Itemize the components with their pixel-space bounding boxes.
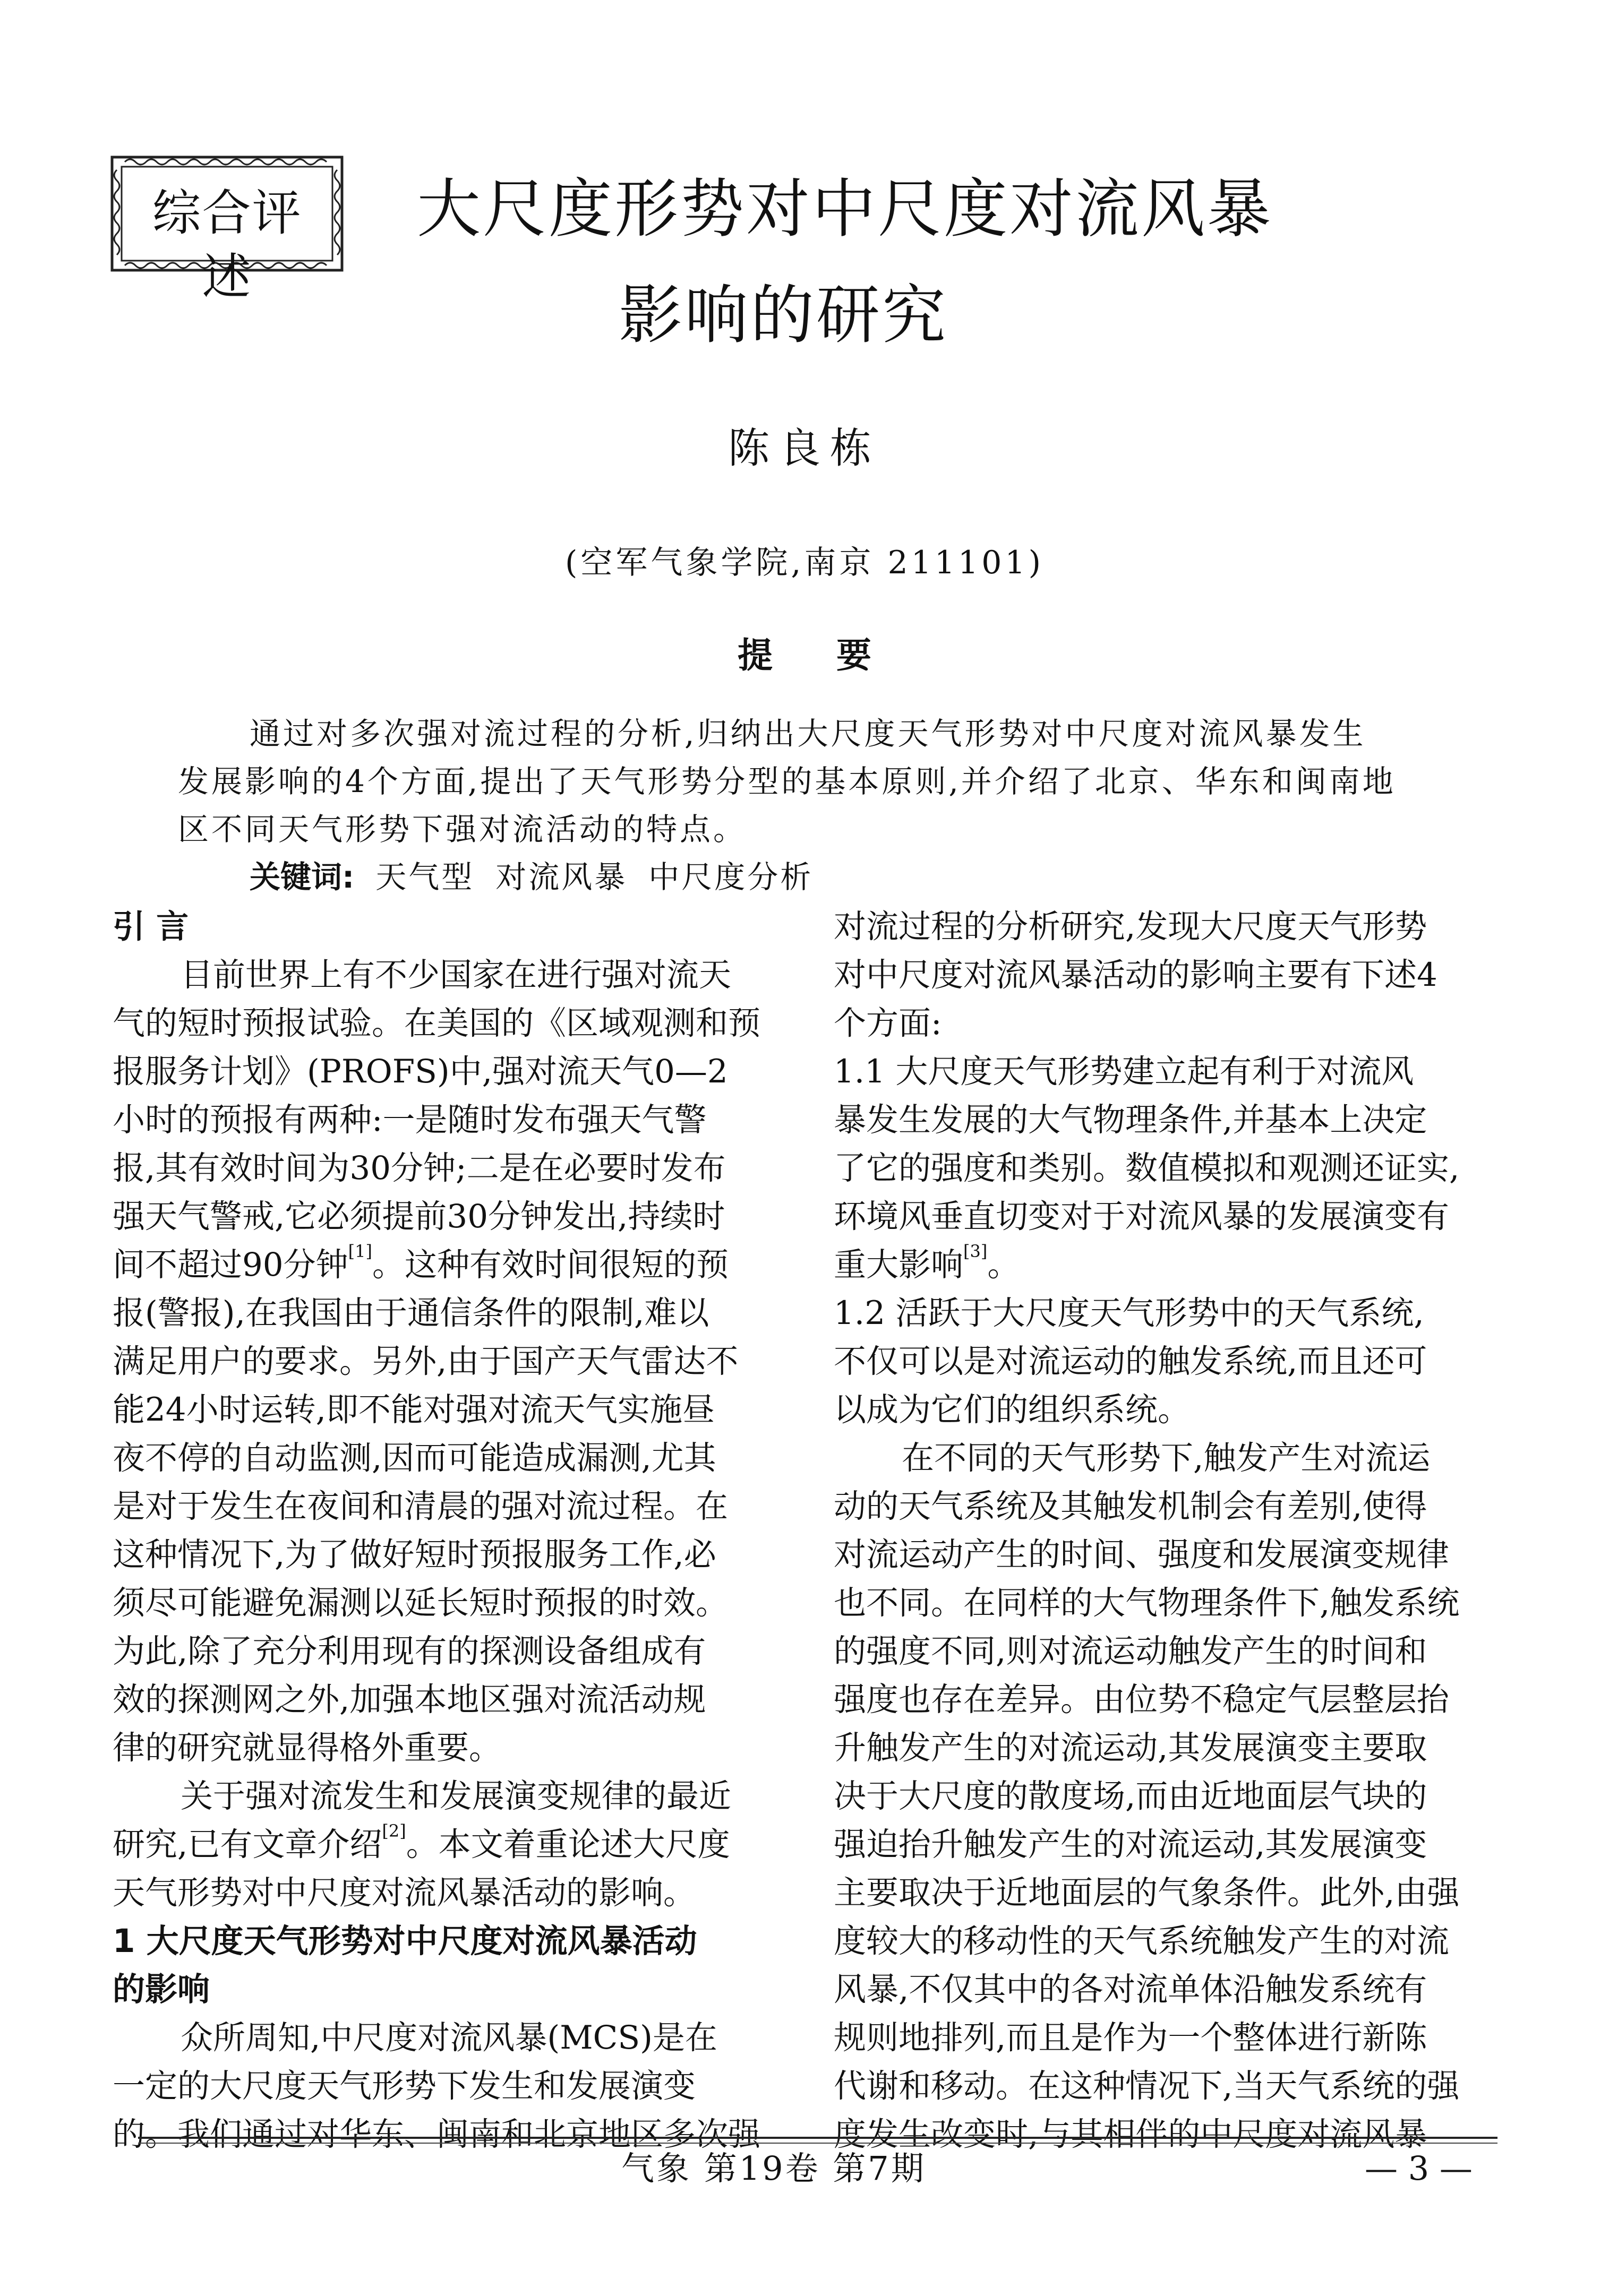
line-text: 间不超过90分钟 bbox=[113, 1246, 348, 1284]
body-text-line bbox=[834, 951, 1508, 999]
footer-journal-info: 气象 第19卷 第7期 bbox=[621, 2149, 926, 2188]
line-text: 强度也存在差异。由位势不稳定气层整层抬 bbox=[834, 1681, 1450, 1718]
line-text: 能24小时运转,即不能对强对流天气实施昼 bbox=[113, 1391, 715, 1429]
body-text-line bbox=[834, 1772, 1508, 1820]
body-text-line bbox=[113, 1192, 787, 1241]
line-text: 的。我们通过对华东、闽南和北京地区多次强 bbox=[113, 2116, 761, 2153]
body-text-line bbox=[834, 1530, 1508, 1579]
body-text-line bbox=[834, 1482, 1508, 1530]
body-text-line bbox=[113, 1772, 787, 1820]
abstract-heading-char-1: 提 bbox=[738, 635, 773, 676]
line-text: 决于大尺度的散度场,而由近地面层气块的 bbox=[834, 1777, 1427, 1815]
body-text-line bbox=[834, 1820, 1508, 1869]
line-text: 1.1 大尺度天气形势建立起有利于对流风 bbox=[834, 1053, 1414, 1090]
line-text: 度较大的移动性的天气系统触发产生的对流 bbox=[834, 1922, 1450, 1960]
body-column-left bbox=[113, 902, 787, 2159]
body-text-line bbox=[834, 1047, 1508, 1096]
line-text: 气的短时预报试验。在美国的《区域观测和预 bbox=[113, 1004, 761, 1042]
body-column-right bbox=[834, 902, 1508, 2159]
body-text-line bbox=[834, 1724, 1508, 1772]
footer-rule bbox=[138, 2143, 1497, 2144]
section-heading bbox=[113, 1965, 787, 2014]
author-affiliation: (空军气象学院,南京 211101) bbox=[564, 544, 1044, 581]
body-text-line bbox=[113, 999, 787, 1047]
line-text: 以成为它们的组织系统。 bbox=[834, 1391, 1191, 1429]
line-text: 也不同。在同样的大气物理条件下,触发系统 bbox=[834, 1584, 1460, 1622]
body-text-line bbox=[113, 1289, 787, 1337]
keyword: 天气型 bbox=[375, 859, 475, 895]
footer-rule bbox=[138, 2137, 1497, 2139]
citation-marker: [1] bbox=[348, 1241, 372, 1261]
body-text-line bbox=[113, 951, 787, 999]
body-text-line bbox=[834, 999, 1508, 1047]
body-text-line bbox=[113, 1096, 787, 1144]
keyword: 对流风暴 bbox=[495, 859, 628, 895]
author-name: 陈良栋 bbox=[728, 425, 881, 472]
body-text-line bbox=[834, 1965, 1508, 2014]
line-text: 1 大尺度天气形势对中尺度对流风暴活动 bbox=[113, 1922, 697, 1960]
abstract-heading-char-2: 要 bbox=[836, 635, 871, 676]
column-badge bbox=[109, 154, 345, 305]
line-text: 天气形势对中尺度对流风暴活动的影响。 bbox=[113, 1874, 696, 1912]
body-text-line bbox=[834, 1627, 1508, 1675]
line-text: 强迫抬升触发产生的对流运动,其发展演变 bbox=[834, 1826, 1427, 1863]
keyword: 中尺度分析 bbox=[648, 859, 814, 895]
page-number: — 3 — bbox=[1365, 2149, 1473, 2188]
body-text-line bbox=[834, 1579, 1508, 1627]
line-text: 1.2 活跃于大尺度天气形势中的天气系统, bbox=[834, 1294, 1424, 1332]
line-text: 在不同的天气形势下,触发产生对流运 bbox=[902, 1439, 1431, 1477]
body-text-line bbox=[113, 1337, 787, 1386]
body-text-line bbox=[834, 1241, 1508, 1289]
line-text: 为此,除了充分利用现有的探测设备组成有 bbox=[113, 1632, 706, 1670]
line-text: 个方面: bbox=[834, 1004, 942, 1042]
body-text-line bbox=[834, 902, 1508, 951]
line-text: 须尽可能避免漏测以延长短时预报的时效。 bbox=[113, 1584, 729, 1622]
line-text: 了它的强度和类别。数值模拟和观测还证实, bbox=[834, 1149, 1460, 1187]
line-text: 不仅可以是对流运动的触发系统,而且还可 bbox=[834, 1343, 1427, 1380]
abstract-line: 通过对多次强对流过程的分析,归纳出大尺度天气形势对中尺度对流风暴发生 bbox=[250, 716, 1366, 752]
line-text-continued: 。 bbox=[987, 1246, 1020, 1284]
line-text: 的影响 bbox=[113, 1971, 210, 2008]
badge-label: 综合评述 bbox=[152, 185, 302, 305]
line-text: 强天气警戒,它必须提前30分钟发出,持续时 bbox=[113, 1198, 725, 1235]
line-text: 夜不停的自动监测,因而可能造成漏测,尤其 bbox=[113, 1439, 716, 1477]
body-text-line bbox=[113, 1627, 787, 1675]
line-text: 环境风垂直切变对于对流风暴的发展演变有 bbox=[834, 1198, 1450, 1235]
line-text: 代谢和移动。在这种情况下,当天气系统的强 bbox=[834, 2067, 1460, 2105]
body-text-line bbox=[113, 1482, 787, 1530]
body-text-line bbox=[834, 1675, 1508, 1724]
body-text-line bbox=[113, 2062, 787, 2110]
keywords-label: 关键词: bbox=[250, 859, 355, 895]
line-text: 效的探测网之外,加强本地区强对流活动规 bbox=[113, 1681, 706, 1718]
body-text-line bbox=[113, 1820, 787, 1869]
abstract-line: 发展影响的4个方面,提出了天气形势分型的基本原则,并介绍了北京、华东和闽南地 bbox=[178, 763, 1396, 799]
line-text: 关于强对流发生和发展演变规律的最近 bbox=[181, 1777, 732, 1815]
citation-marker: [2] bbox=[382, 1821, 406, 1841]
line-text: 重大影响 bbox=[834, 1246, 964, 1284]
line-text: 律的研究就显得格外重要。 bbox=[113, 1729, 502, 1767]
line-text: 规则地排列,而且是作为一个整体进行新陈 bbox=[834, 2019, 1427, 2057]
line-text: 动的天气系统及其触发机制会有差别,使得 bbox=[834, 1487, 1427, 1525]
line-text: 报,其有效时间为30分钟;二是在必要时发布 bbox=[113, 1149, 726, 1187]
abstract-line: 区不同天气形势下强对流活动的特点。 bbox=[178, 811, 747, 847]
body-text-line bbox=[113, 1144, 787, 1192]
line-text: 对流运动产生的时间、强度和发展演变规律 bbox=[834, 1536, 1450, 1573]
abstract-heading bbox=[0, 632, 1609, 680]
body-text-line bbox=[834, 1386, 1508, 1434]
body-text-line bbox=[113, 2014, 787, 2062]
body-text-line bbox=[834, 1289, 1508, 1337]
body-text-line bbox=[113, 1434, 787, 1482]
line-text: 满足用户的要求。另外,由于国产天气雷达不 bbox=[113, 1343, 739, 1380]
line-text: 主要取决于近地面层的气象条件。此外,由强 bbox=[834, 1874, 1460, 1912]
keywords bbox=[250, 856, 813, 898]
line-text: 报(警报),在我国由于通信条件的限制,难以 bbox=[113, 1294, 709, 1332]
body-text-line bbox=[113, 1047, 787, 1096]
line-text: 目前世界上有不少国家在进行强对流天 bbox=[181, 956, 732, 994]
line-text: 研究,已有文章介绍 bbox=[113, 1826, 382, 1863]
line-text: 一定的大尺度天气形势下发生和发展演变 bbox=[113, 2067, 696, 2105]
citation-marker: [3] bbox=[963, 1241, 988, 1261]
line-text: 是对于发生在夜间和清晨的强对流过程。在 bbox=[113, 1487, 729, 1525]
body-text-line bbox=[113, 1675, 787, 1724]
line-text: 风暴,不仅其中的各对流单体沿触发系统有 bbox=[834, 1971, 1427, 2008]
line-text: 度发生改变时,与其相伴的中尺度对流风暴 bbox=[834, 2116, 1427, 2153]
body-text-line bbox=[113, 1724, 787, 1772]
body-text-line bbox=[113, 1579, 787, 1627]
line-text: 升触发产生的对流运动,其发展演变主要取 bbox=[834, 1729, 1427, 1767]
line-text: 这种情况下,为了做好短时预报服务工作,必 bbox=[113, 1536, 716, 1573]
line-text: 对中尺度对流风暴活动的影响主要有下述4 bbox=[834, 956, 1437, 994]
body-text-line bbox=[113, 1869, 787, 1917]
body-text-line bbox=[834, 1144, 1508, 1192]
body-text-line bbox=[834, 1917, 1508, 1965]
line-text: 对流过程的分析研究,发现大尺度天气形势 bbox=[834, 908, 1427, 945]
line-text-continued: 。本文着重论述大尺度 bbox=[406, 1826, 730, 1863]
section-heading bbox=[113, 902, 787, 951]
line-text: 小时的预报有两种:一是随时发布强天气警 bbox=[113, 1101, 707, 1139]
body-text-line bbox=[113, 1530, 787, 1579]
body-text-line bbox=[113, 1386, 787, 1434]
body-text-line bbox=[834, 1192, 1508, 1241]
body-text-line bbox=[834, 1337, 1508, 1386]
line-text: 报服务计划》(PROFS)中,强对流天气0—2 bbox=[113, 1053, 728, 1090]
article-title-line-2: 影响的研究 bbox=[619, 279, 948, 352]
body-text-line bbox=[834, 1869, 1508, 1917]
body-text-line bbox=[834, 2062, 1508, 2110]
line-text: 的强度不同,则对流运动触发产生的时间和 bbox=[834, 1632, 1427, 1670]
body-text-line bbox=[834, 1434, 1508, 1482]
body-text-line bbox=[113, 1241, 787, 1289]
line-text: 引 言 bbox=[113, 908, 189, 945]
section-heading bbox=[113, 1917, 787, 1965]
body-text-line bbox=[834, 2014, 1508, 2062]
line-text-continued: 。这种有效时间很短的预 bbox=[372, 1246, 729, 1284]
line-text: 众所周知,中尺度对流风暴(MCS)是在 bbox=[181, 2019, 717, 2057]
line-text: 暴发生发展的大气物理条件,并基本上决定 bbox=[834, 1101, 1427, 1139]
body-text-line bbox=[834, 1096, 1508, 1144]
article-title-line-1: 大尺度形势对中尺度对流风暴 bbox=[417, 173, 1273, 246]
